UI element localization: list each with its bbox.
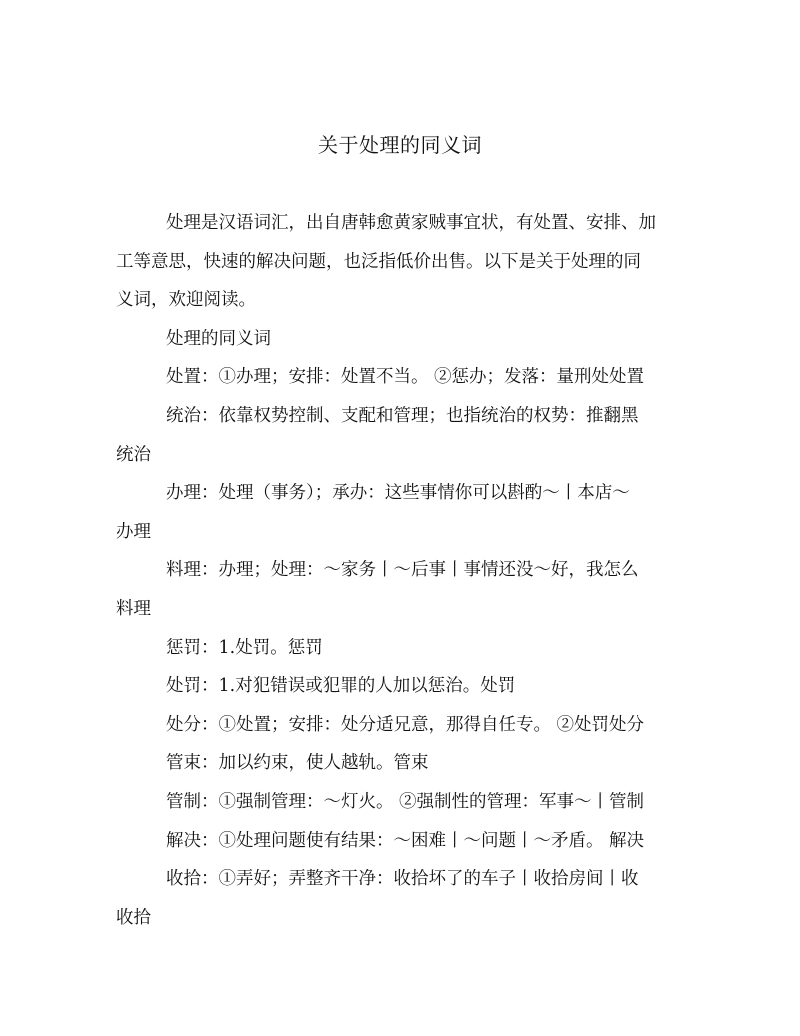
synonym-definition: 加以约束，使人越轨。管束 bbox=[218, 753, 429, 774]
synonym-term: 解决： bbox=[166, 830, 219, 851]
synonym-term: 管束： bbox=[166, 753, 219, 774]
synonym-term: 处分： bbox=[166, 714, 219, 735]
document-title: 关于处理的同义词 bbox=[318, 133, 482, 157]
synonym-term: 管制： bbox=[166, 791, 219, 812]
synonym-term: 办理： bbox=[166, 483, 219, 504]
synonym-continuation: 办理 bbox=[116, 521, 151, 542]
synonym-term: 惩罚： bbox=[166, 637, 219, 658]
synonym-definition: 办理；处理：～家务丨～后事丨事情还没～好，我怎么 bbox=[218, 560, 639, 581]
synonym-definition: ①弄好；弄整齐干净：收拾坏了的车子丨收拾房间丨收 bbox=[218, 869, 639, 890]
synonym-entry bbox=[116, 629, 682, 668]
synonym-continuation: 料理 bbox=[116, 598, 151, 619]
synonym-list bbox=[116, 358, 682, 937]
synonym-continuation: 统治 bbox=[116, 444, 151, 465]
document-body bbox=[116, 204, 682, 937]
synonym-term: 收拾： bbox=[166, 869, 219, 890]
synonym-entry bbox=[116, 397, 682, 436]
synonym-term: 料理： bbox=[166, 560, 219, 581]
synonym-term: 处置： bbox=[166, 367, 219, 388]
synonym-entry bbox=[116, 860, 682, 899]
synonym-definition: ①办理；安排：处置不当。 ②惩办；发落：量刑处处置 bbox=[218, 367, 645, 388]
synonym-entry bbox=[116, 358, 682, 397]
synonym-entry bbox=[116, 783, 682, 822]
synonym-definition: 处理（事务）；承办：这些事情你可以斟酌～丨本店～ bbox=[218, 483, 630, 504]
synonym-entry bbox=[116, 667, 682, 706]
synonym-definition: 1.处罚。惩罚 bbox=[218, 637, 323, 658]
section-heading: 处理的同义词 bbox=[166, 328, 271, 349]
synonym-continuation: 收拾 bbox=[116, 907, 151, 928]
synonym-entry bbox=[116, 474, 682, 513]
synonym-definition: ①处理问题使有结果：～困难丨～问题丨～矛盾。 解决 bbox=[218, 830, 645, 851]
synonym-entry bbox=[116, 822, 682, 861]
intro-line-3: 义词，欢迎阅读。 bbox=[116, 290, 256, 311]
intro-line-1: 处理是汉语词汇，出自唐韩愈黄家贼事宜状，有处置、安排、加 bbox=[166, 213, 656, 233]
synonym-entry bbox=[116, 706, 682, 745]
synonym-term: 统治： bbox=[166, 405, 219, 426]
synonym-definition: ①强制管理：～灯火。 ②强制性的管理：军事～丨管制 bbox=[218, 791, 645, 812]
synonym-entry bbox=[116, 551, 682, 590]
synonym-definition: 1.对犯错误或犯罪的人加以惩治。处罚 bbox=[218, 676, 516, 697]
synonym-entry bbox=[116, 744, 682, 783]
synonym-term: 处罚： bbox=[166, 676, 219, 697]
synonym-definition: 依靠权势控制、支配和管理；也指统治的权势：推翻黑 bbox=[218, 405, 639, 426]
intro-line-2: 工等意思，快速的解决问题，也泛指低价出售。以下是关于处理的同 bbox=[116, 251, 641, 272]
synonym-definition: ①处置；安排：处分适兄意，那得自任专。 ②处罚处分 bbox=[218, 714, 645, 735]
